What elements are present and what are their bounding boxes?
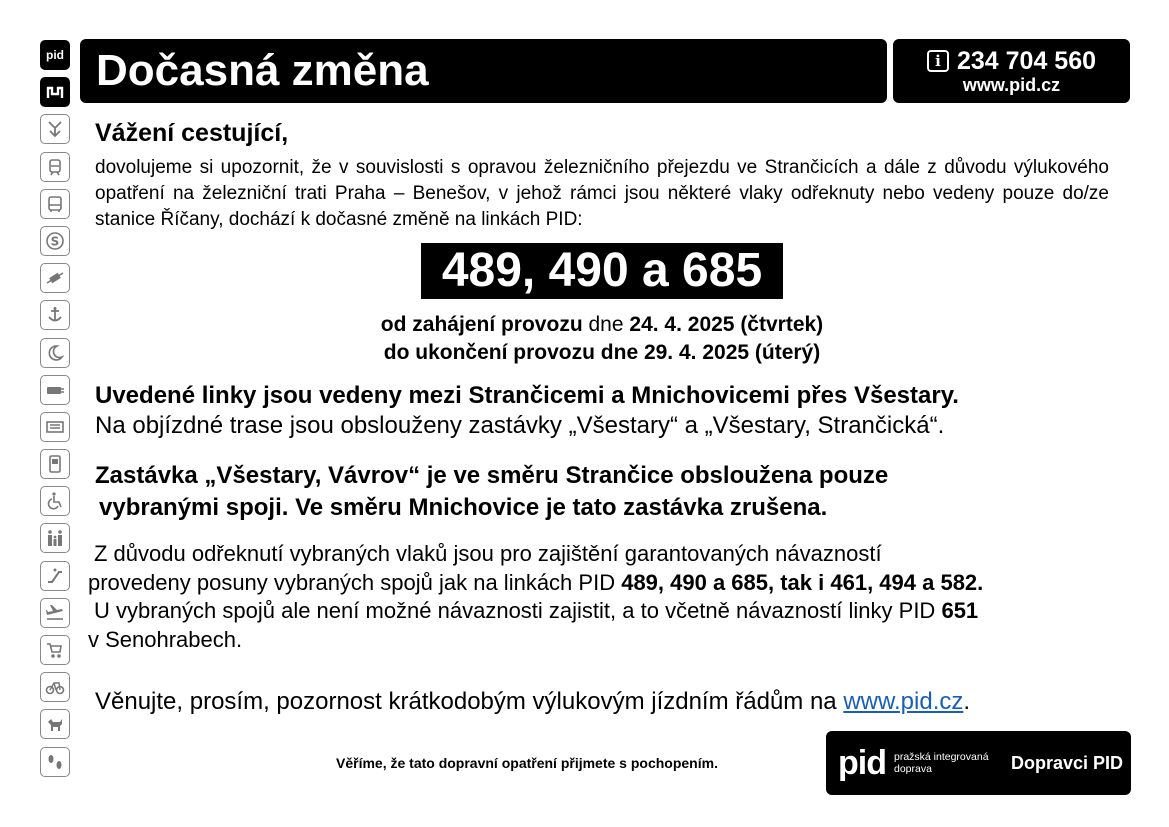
funicular-icon — [40, 263, 70, 293]
phone-line — [893, 47, 1130, 75]
svg-text:S: S — [50, 234, 60, 249]
dog-icon — [40, 709, 70, 739]
family-icon — [40, 523, 70, 553]
escalator-icon — [40, 561, 70, 591]
date-from-line — [250, 311, 954, 339]
connections-line-3 — [88, 597, 983, 626]
pid-logo-subtitle: pražská integrovaná doprava — [893, 751, 989, 775]
stroller-icon — [40, 635, 70, 665]
stop-notice-line-1: Zastávka „Všestary, Vávrov“ je ve směru Strančice obsloužena pouze — [95, 462, 889, 489]
pid-logo-icon: pid — [40, 40, 70, 70]
timetable-notice-text: Věnujte, prosím, pozornost krátkodobým výlukovým jízdním řádům na — [95, 688, 837, 715]
ferry-icon — [40, 300, 70, 330]
stop-notice-paragraph — [95, 460, 888, 524]
stop-notice-line-2: vybranými spoji. Ve směru Mnichovice je tato zastávka zrušena. — [99, 494, 828, 521]
trolleybus-icon — [40, 375, 70, 405]
phone-number[interactable]: 234 704 560 — [956, 47, 1097, 75]
closing-note: Věříme, že tato dopravní opatření přijmete s pochopením. — [336, 755, 718, 771]
connections-line-3-line: 651 — [941, 598, 979, 623]
date-from-value: 24. 4. 2025 (čtvrtek) — [629, 313, 824, 336]
page-title: Dočasná změna — [80, 39, 887, 103]
carriers-label: Dopravci PID — [1010, 752, 1124, 773]
route-normal-line: Na objízdné trase jsou obslouženy zastávky „Všestary“ a „Všestary, Strančická“. — [95, 412, 945, 439]
connections-line-2-lines: 489, 490 a 685, tak i 461, 494 a 582. — [621, 569, 984, 595]
website-link[interactable]: www.pid.cz — [962, 75, 1061, 95]
timetable-notice — [95, 687, 970, 717]
connections-line-2 — [88, 569, 983, 598]
info-icon: i — [927, 50, 949, 72]
validity-dates — [250, 311, 954, 367]
metro-icon — [40, 114, 70, 144]
pid-logo-mark: pid — [838, 744, 886, 782]
affected-lines-badge: 489, 490 a 685 — [421, 243, 783, 299]
bus-icon — [40, 189, 70, 219]
connections-line-1: Z důvodu odřeknutí vybraných vlaků jsou pro zajištění garantovaných návazností — [94, 541, 882, 566]
service-icons-column — [40, 40, 70, 784]
greeting: Vážení cestující, — [95, 119, 289, 147]
bicycle-icon — [40, 672, 70, 702]
route-paragraph — [95, 381, 959, 441]
date-to-line: do ukončení provozu dne 29. 4. 2025 (úterý) — [383, 341, 821, 364]
connections-line-4: v Senohrabech. — [88, 626, 243, 652]
train-icon — [40, 152, 70, 182]
wheelchair-icon — [40, 486, 70, 516]
night-icon — [40, 338, 70, 368]
mobile-icon — [40, 449, 70, 479]
airport-icon — [40, 598, 70, 628]
intro-paragraph: dovolujeme si upozornit, že v souvislosti s opravou železničního přejezdu ve Strančicích a dále z důvodu výlukového opatření na železniční trati Praha – Benešov, v jehož rámci jsou některé vlaky odřeknuty nebo vedeny pouze do/ze stanice Říčany, dochází k dočasné změně na linkách PID: — [95, 157, 1109, 230]
regional-bus-icon — [40, 226, 70, 256]
pid-footer-logo — [826, 731, 1131, 795]
connections-line-3-text: U vybraných spojů ale není možné návaznosti zajistit, a to včetně návazností linky PID — [94, 598, 936, 623]
footsteps-icon — [40, 747, 70, 777]
date-from-mid: dne — [588, 313, 624, 336]
tram-icon — [40, 77, 70, 107]
timetable-link[interactable]: www.pid.cz — [843, 688, 964, 715]
connections-line-2-text: provedeny posuny vybraných spojů jak na linkách PID — [88, 569, 616, 595]
route-bold-line: Uvedené linky jsou vedeny mezi Strančicemi a Mnichovicemi přes Všestary. — [95, 382, 959, 409]
contact-box — [893, 39, 1130, 103]
date-from-label: od zahájení provozu — [380, 313, 583, 336]
connections-paragraph — [88, 540, 983, 654]
ticket-icon — [40, 412, 70, 442]
timetable-notice-end: . — [963, 688, 971, 715]
